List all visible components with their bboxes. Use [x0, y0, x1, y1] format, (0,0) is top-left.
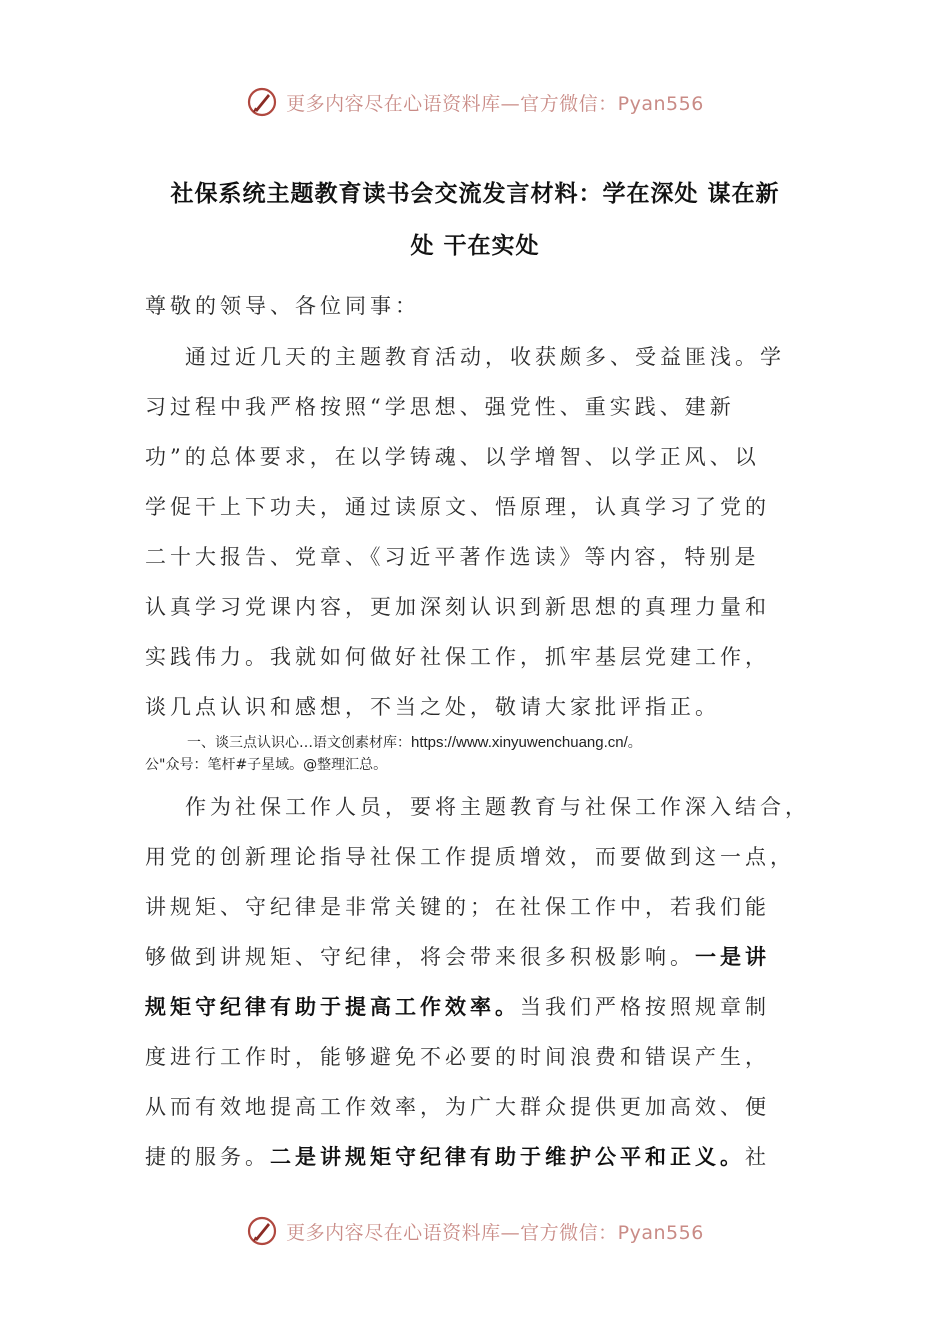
intro-line: 学促干上下功夫，通过读原文、悟原理，认真学习了党的: [145, 495, 770, 519]
quill-pen-logo-icon: [246, 86, 278, 118]
section-line: 度进行工作时，能够避免不必要的时间浪费和错误产生，: [145, 1045, 770, 1069]
section-line: 作为社保工作人员，要将主题教育与社保工作深入结合，: [185, 795, 810, 819]
section-paragraph: [145, 782, 825, 1182]
wechat-handle: Pyan556: [617, 92, 704, 115]
note-line-1: [145, 732, 825, 754]
intro-paragraph: [145, 332, 825, 732]
note-prefix: 一、谈三点认识心…语文创素材库：: [187, 735, 411, 751]
point-one-heading-cont: 规矩守纪律有助于提高工作效率。: [145, 994, 520, 1019]
banner-label: 更多内容尽在心语资料库—官方微信：: [286, 1221, 618, 1244]
section-line: 从而有效地提高工作效率，为广大群众提供更加高效、便: [145, 1095, 770, 1119]
intro-line: 实践伟力。我就如何做好社保工作，抓牢基层党建工作，: [145, 645, 770, 669]
point-two-heading: 二是讲规矩守纪律有助于维护公平和正义。: [270, 1144, 745, 1169]
intro-line: 功”的总体要求，在以学铸魂、以学增智、以学正风、以: [145, 445, 760, 469]
section-line: 讲规矩、守纪律是非常关键的；在社保工作中，若我们能: [145, 895, 770, 919]
section-line: 用党的创新理论指导社保工作提质增效，而要做到这一点，: [145, 845, 795, 869]
intro-line: 二十大报告、党章、《习近平著作选读》等内容，特别是: [145, 545, 760, 569]
footer-banner: [0, 1211, 950, 1251]
banner-text: [286, 89, 704, 116]
note-line-2: 公"众号：笔杆#子星域。@整理汇总。: [145, 757, 388, 773]
intro-line: 通过近几天的主题教育活动，收获颇多、受益匪浅。学: [185, 345, 785, 369]
wechat-handle: Pyan556: [617, 1221, 704, 1244]
banner-label: 更多内容尽在心语资料库—官方微信：: [286, 92, 618, 115]
quill-pen-logo-icon: [246, 1215, 278, 1247]
section-line: [145, 982, 825, 1032]
title-line-1: 社保系统主题教育读书会交流发言材料：学在深处 谋在新: [170, 180, 780, 207]
title-line-2: 处 干在实处: [410, 232, 540, 259]
point-one-heading: 一是讲: [695, 944, 770, 969]
section-text: 社: [745, 1145, 770, 1169]
intro-line: 习过程中我严格按照“学思想、强党性、重实践、建新: [145, 395, 735, 419]
section-text: 够做到讲规矩、守纪律，将会带来很多积极影响。: [145, 945, 695, 969]
document-title: [130, 168, 820, 272]
greeting: [145, 281, 825, 331]
intro-line: 谈几点认识和感想，不当之处，敬请大家批评指正。: [145, 695, 720, 719]
section-text: 捷的服务。: [145, 1145, 270, 1169]
note-url-link[interactable]: https://www.xinyuwenchuang.cn/: [411, 734, 628, 751]
intro-line: 认真学习党课内容，更加深刻认识到新思想的真理力量和: [145, 595, 770, 619]
banner-text: [286, 1218, 704, 1245]
note-suffix: 。: [627, 735, 642, 751]
header-banner: [0, 82, 950, 122]
section-line: [145, 932, 825, 982]
section-heading-note: [145, 732, 825, 776]
greeting-line: 尊敬的领导、各位同事：: [145, 294, 420, 318]
section-line: [145, 1132, 825, 1182]
section-text: 当我们严格按照规章制: [520, 995, 770, 1019]
